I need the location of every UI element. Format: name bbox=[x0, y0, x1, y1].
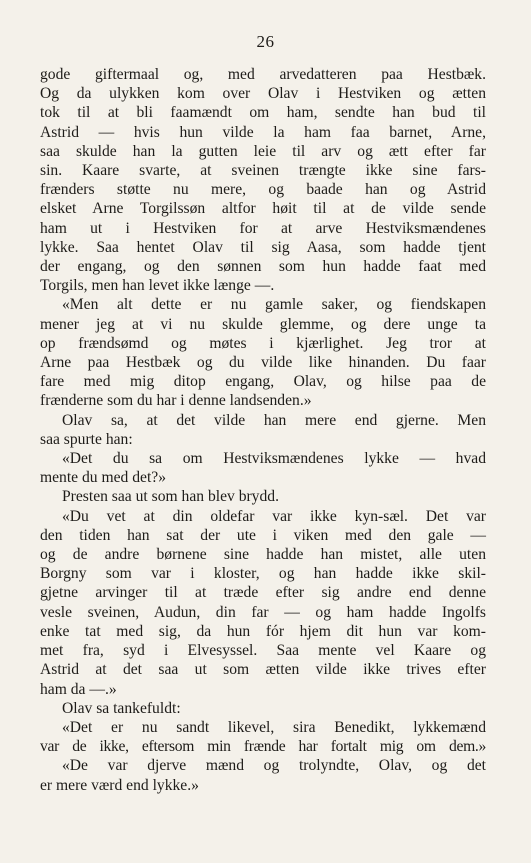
text-line: met fra, syd i Elvesyssel. Saa mente vel Kaare og bbox=[40, 642, 486, 660]
body-text bbox=[40, 65, 486, 795]
text-line: «Du vet at din oldefar var ikke kyn-sæl. Det var bbox=[62, 507, 486, 525]
text-line: Astrid at det saa ut som ætten vilde ikke trives efter bbox=[40, 661, 486, 679]
text-line: den tiden han sat der ute i viken med den gale — bbox=[40, 526, 486, 544]
text-line: Olav sa, at det vilde han mere end gjerne. Men bbox=[62, 411, 486, 429]
text-line: vesle sveinen, Audun, din far — og ham hadde Ingolfs bbox=[40, 603, 486, 621]
text-line: fare med mig ditop engang, Olav, og hilse paa de bbox=[40, 373, 486, 391]
text-line: elsket Arne Torgilssøn altfor høit til at de vilde sende bbox=[40, 200, 486, 218]
text-line: Borgny som var i kloster, og han hadde ikke skil- bbox=[40, 565, 486, 583]
text-line: gjetne arvinger til at træde efter sig andre end denne bbox=[40, 584, 486, 602]
text-line: mener jeg at vi nu skulde glemme, og dere unge ta bbox=[40, 315, 486, 333]
text-line: lykke. Saa hentet Olav til sig Aasa, som hadde tjent bbox=[40, 238, 486, 256]
text-line: Presten saa ut som han blev brydd. bbox=[62, 488, 279, 506]
text-line: var de ikke, eftersom min frænde har fortalt mig om dem.» bbox=[40, 738, 486, 756]
text-line: saa skulde han la gutten leie til arv og ætt efter far bbox=[40, 142, 486, 160]
text-line: tok til at bli faamændt om ham, sendte han bud til bbox=[40, 104, 486, 122]
text-line: frænders støtte nu mere, og baade han og Astrid bbox=[40, 181, 486, 199]
text-line: Olav sa tankefuldt: bbox=[62, 699, 181, 717]
text-line: og de andre børnene sine hadde han mistet, alle uten bbox=[40, 546, 486, 564]
text-line: enke tat med sig, da hun fór hjem dit hun var kom- bbox=[40, 622, 486, 640]
text-line: «Men alt dette er nu gamle saker, og fiendskapen bbox=[62, 296, 486, 314]
text-line: gode giftermaal og, med arvedatteren paa Hestbæk. bbox=[40, 66, 486, 83]
text-line: sin. Kaare svarte, at sveinen trængte ikke sine fars- bbox=[40, 162, 486, 180]
text-line: Torgils, men han levet ikke længe —. bbox=[40, 277, 275, 295]
text-line: er mere værd end lykke.» bbox=[40, 776, 199, 794]
text-line: saa spurte han: bbox=[40, 430, 133, 448]
text-line: op frændsømd og møtes i kjærlighet. Jeg tror at bbox=[40, 334, 486, 352]
text-line: der engang, og den sønnen som hun hadde faat med bbox=[40, 258, 486, 276]
text-line: Arne paa Hestbæk og du vilde like hinanden. Du faar bbox=[40, 354, 486, 372]
text-line: frænderne som du har i denne landsenden.» bbox=[40, 392, 312, 410]
text-line: Og da ulykken kom over Olav i Hestviken og ætten bbox=[40, 85, 486, 103]
page-number: 26 bbox=[256, 32, 275, 51]
text-line: Astrid — hvis hun vilde la ham faa barnet, Arne, bbox=[40, 123, 486, 141]
text-line: «De var djerve mænd og trolyndte, Olav, og det bbox=[62, 757, 486, 775]
text-line: ham da —.» bbox=[40, 680, 117, 698]
text-line: «Det du sa om Hestviksmændenes lykke — hvad bbox=[62, 450, 486, 468]
text-line: ham ut i Hestviken for at arve Hestviksmændenes bbox=[40, 219, 486, 237]
text-line: «Det er nu sandt likevel, sira Benedikt, lykkemænd bbox=[62, 718, 486, 736]
text-line: mente du med det?» bbox=[40, 469, 167, 487]
